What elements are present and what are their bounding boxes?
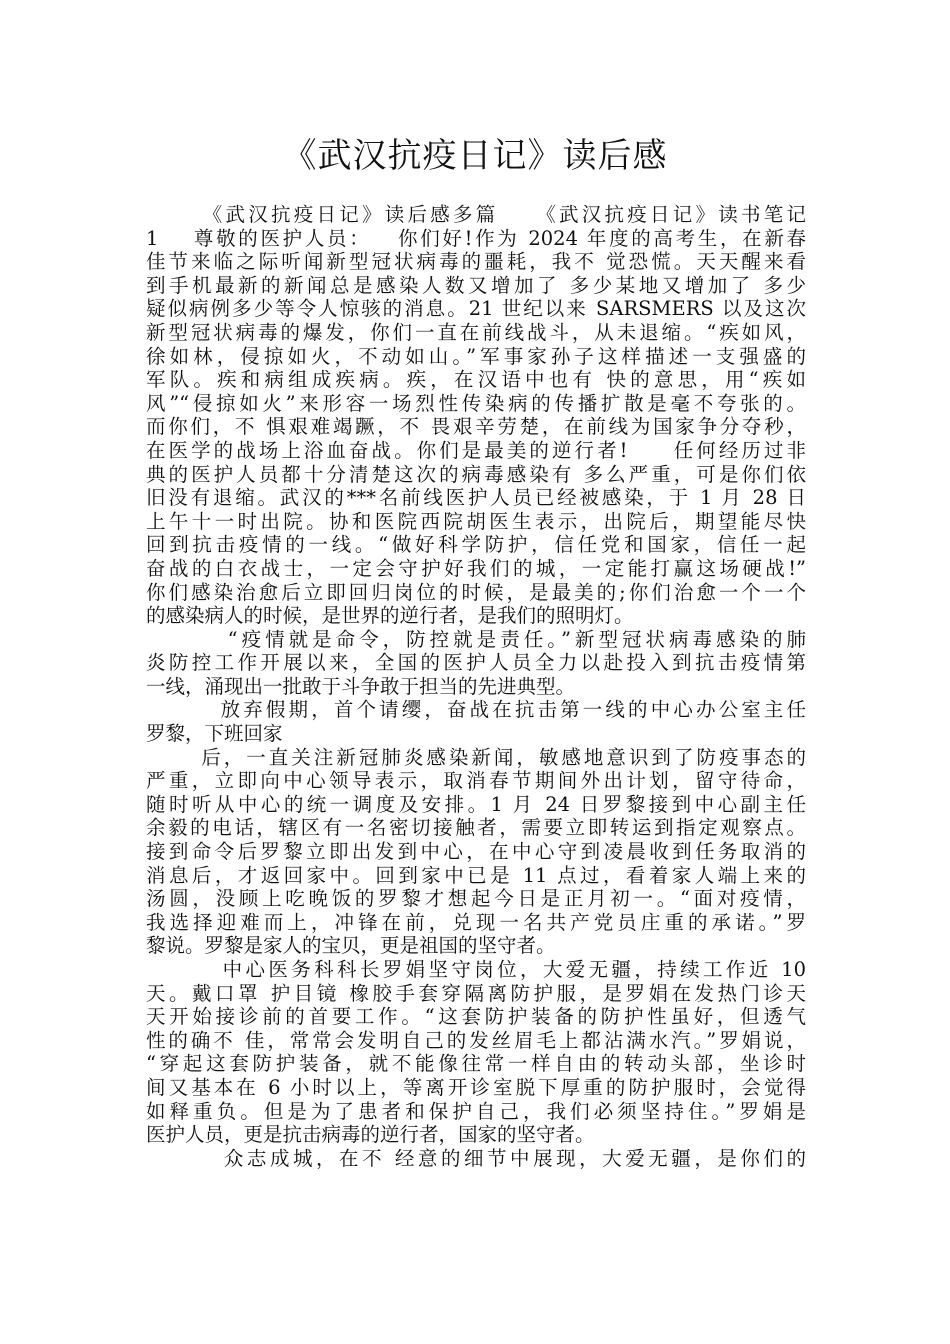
text-line: “穿起这套防护装备，就不能像往常一样自由的转动头部，坐诊时 — [146, 1052, 806, 1076]
text-line: 一线，涌现出一批敢于斗争敢于担当的先进典型。 — [146, 674, 576, 698]
text-line: 余毅的电话，辖区有一名密切接触者，需要立即转运到指定观察点。 — [146, 816, 806, 840]
text-line: 天。戴口罩 护目镜 橡胶手套穿隔离防护服，是罗娟在发热门诊天 — [146, 981, 806, 1005]
document-title: 《武汉抗疫日记》读后感 — [282, 136, 668, 176]
text-line: 中心医务科科长罗娟坚守岗位，大爱无疆，持续工作近 10 — [146, 958, 806, 981]
text-line: 疑似病例多少等令人惊骇的消息。21 世纪以来 SARSMERS 以及这次 — [146, 297, 806, 321]
text-line: 军队。疾和病组成疾病。疾，在汉语中也有 快的意思，用“疾如 — [146, 368, 806, 392]
text-line: 汤圆，没顾上吃晚饭的罗黎才想起今日是正月初一。“面对疫情， — [146, 887, 806, 911]
text-line: 《武汉抗疫日记》读后感多篇 《武汉抗疫日记》读书笔记 — [146, 203, 806, 226]
text-line: 你们感染治愈后立即回归岗位的时候，是最美的;你们治愈一个一个 — [146, 580, 806, 604]
text-line: 而你们，不 惧艰难竭蹶，不 畏艰辛劳楚，在前线为国家争分夺秒， — [146, 415, 806, 439]
text-line: 的感染病人的时候，是世界的逆行者，是我们的照明灯。 — [146, 604, 634, 628]
text-line: 风”“侵掠如火”来形容一场烈性传染病的传播扩散是毫不夸张的。 — [146, 391, 806, 415]
text-line: “疫情就是命令，防控就是责任。”新型冠状病毒感染的肺 — [146, 627, 806, 651]
text-line: 典的医护人员都十分清楚这次的病毒感染有 多么严重，可是你们依 — [146, 462, 806, 486]
text-line: 在医学的战场上浴血奋战。你们是最美的逆行者! 任何经历过非 — [146, 438, 806, 462]
text-line: 随时听从中心的统一调度及安排。1 月 24 日罗黎接到中心副主任 — [146, 792, 806, 816]
text-line: 医护人员，更是抗击病毒的逆行者，国家的坚守者。 — [146, 1123, 595, 1147]
text-line: 回到抗击疫情的一线。“做好科学防护，信任党和国家，信任一起 — [146, 533, 806, 557]
text-line: 罗黎，下班回家 — [146, 722, 283, 746]
text-line: 奋战的白衣战士，一定会守护好我们的城，一定能打赢这场硬战!” — [146, 556, 806, 580]
text-line: 炎防控工作开展以来，全国的医护人员全力以赴投入到抗击疫情第 — [146, 651, 806, 675]
text-line: 严重，立即向中心领导表示，取消春节期间外出计划，留守待命， — [146, 769, 806, 793]
document-body — [146, 203, 806, 1170]
text-line: 佳节来临之际听闻新型冠状病毒的噩耗，我不 觉恐慌。天天醒来看 — [146, 250, 806, 274]
text-line: 上午十一时出院。协和医院西院胡医生表示，出院后，期望能尽快 — [146, 509, 806, 533]
text-line: 消息后，才返回家中。回到家中已是 11 点过，看着家人端上来的 — [146, 863, 806, 887]
text-line: 旧没有退缩。武汉的***名前线医护人员已经被感染，于 1 月 28 日 — [146, 486, 806, 510]
text-line: 黎说。罗黎是家人的宝贝，更是祖国的坚守者。 — [146, 934, 556, 958]
text-line: 天开始接诊前的首要工作。“这套防护装备的防护性虽好，但透气 — [146, 1005, 806, 1029]
text-line: 后，一直关注新冠肺炎感染新闻，敏感地意识到了防疫事态的 — [146, 745, 806, 769]
text-line: 性的确不 佳，常常会发明自己的发丝眉毛上都沾满水汽。”罗娟说， — [146, 1028, 806, 1052]
text-line: 众志成城，在不 经意的细节中展现，大爱无疆，是你们的 — [146, 1146, 806, 1170]
text-line: 徐如林，侵掠如火，不动如山。”军事家孙子这样描述一支强盛的 — [146, 344, 806, 368]
text-line: 我选择迎难而上，冲锋在前，兑现一名共产党员庄重的承诺。”罗 — [146, 910, 806, 934]
text-line: 1 尊敬的医护人员： 你们好!作为 2024 年度的高考生，在新春 — [146, 226, 806, 250]
text-line: 间又基本在 6 小时以上，等离开诊室脱下厚重的防护服时，会觉得 — [146, 1075, 806, 1099]
text-line: 新型冠状病毒的爆发，你们一直在前线战斗，从未退缩。“疾如风， — [146, 320, 806, 344]
text-line: 接到命令后罗黎立即出发到中心，在中心守到凌晨收到任务取消的 — [146, 840, 806, 864]
text-line: 如释重负。但是为了患者和保护自己，我们必须坚持住。”罗娟是 — [146, 1099, 806, 1123]
text-line: 放弃假期，首个请缨，奋战在抗击第一线的中心办公室主任 — [146, 698, 806, 722]
text-line: 到手机最新的新闻总是感染人数又增加了 多少某地又增加了 多少 — [146, 273, 806, 297]
